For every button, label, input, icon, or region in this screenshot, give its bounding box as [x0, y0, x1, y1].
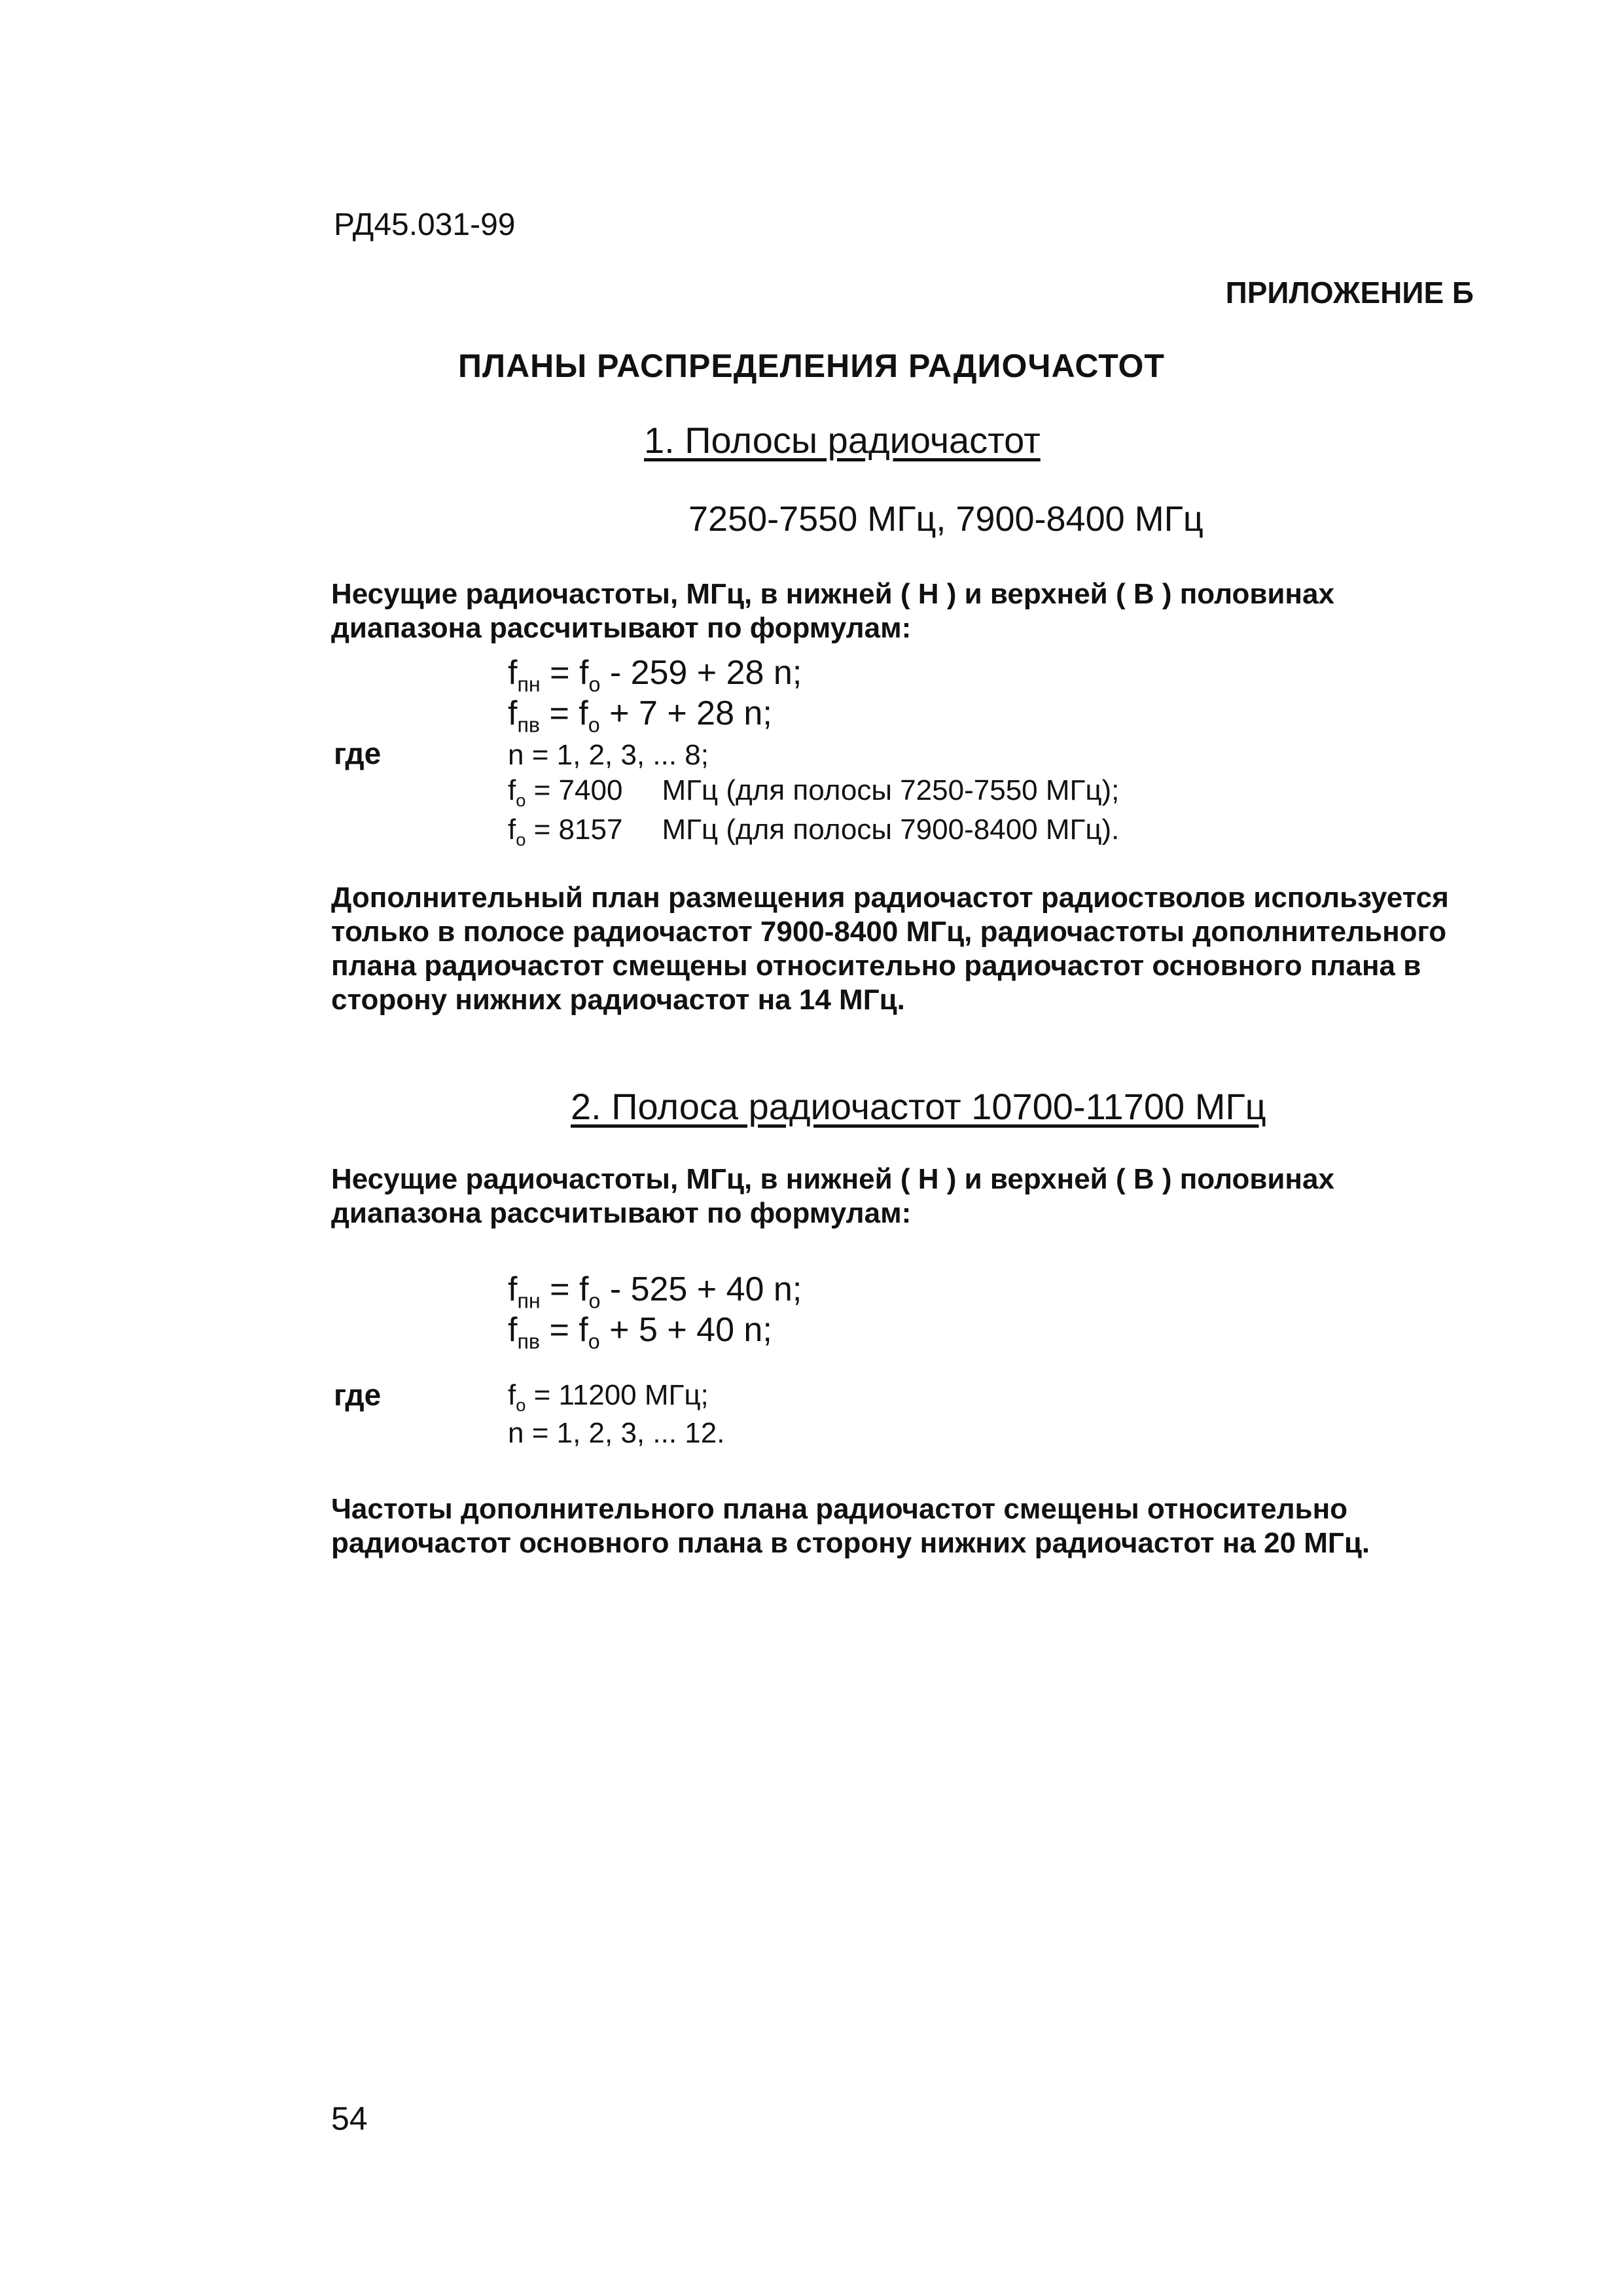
section-1-heading: 1. Полосы радиочастот [644, 420, 1041, 461]
section-1-ranges: 7250-7550 МГц, 7900-8400 МГц [688, 499, 1204, 539]
n-values: n = 1, 2, 3, ... 8; [508, 739, 709, 771]
fo-value-band-2: $f_о = 8157$ МГц (для полосы 7900-8400 МГц). [508, 814, 1120, 850]
section-1-intro [331, 577, 1334, 645]
formula-upper-half: $f_{пв} = f_о + 7 + 28$ n; [508, 694, 772, 737]
fo-value-band-1: $f_о = 7400$ МГц (для полосы 7250-7550 МГц); [508, 774, 1120, 810]
appendix-label: ПРИЛОЖЕНИЕ Б [1225, 276, 1474, 310]
formula-lower-half: $f_{пн} = f_о - 259 + 28$ n; [508, 654, 802, 696]
n-values-2: n = 1, 2, 3, ... 12. [508, 1417, 725, 1449]
additional-plan-note-2: Частоты дополнительного плана радиочастот смещены относительно радиочастот основного плана в сторону нижних радиочастот на 20 МГц. [331, 1493, 1370, 1559]
section-2-intro: Несущие радиочастоты, МГц, в нижней ( Н ) и верхней ( В ) половинах диапазона рассчитывают по формулам: [331, 1163, 1334, 1229]
page-title: ПЛАНЫ РАСПРЕДЕЛЕНИЯ РАДИОЧАСТОТ [458, 348, 1165, 384]
fo-value-band-3: $f_о = 11200$ МГц; [508, 1379, 709, 1415]
where-label: где [334, 736, 382, 770]
intro-line: диапазона рассчитывают по формулам: [331, 612, 912, 644]
formula-lower-half-2: $f_{пн} = f_о - 525 + 40$ n; [508, 1270, 802, 1313]
formula-upper-half-2: $f_{пв} = f_о + 5 + 40$ n; [508, 1311, 772, 1354]
page-number: 54 [331, 2100, 368, 2137]
document-code: РД45.031-99 [334, 207, 516, 242]
section-2-heading: 2. Полоса радиочастот 10700-11700 МГц [571, 1086, 1266, 1127]
additional-plan-note: Дополнительный план размещения радиочастот радиостволов используется только в полосе радиочастот 7900-8400 МГц, радиочастоты дополнительного плана радиочастот смещены относительно радиочастот основного плана в сторону нижних радиочастот на 14 МГц. [331, 882, 1449, 1016]
intro-line: Несущие радиочастоты, МГц, в нижней ( Н ) и верхней ( В ) половинах [331, 578, 1334, 610]
where-label-2: где [334, 1378, 382, 1412]
